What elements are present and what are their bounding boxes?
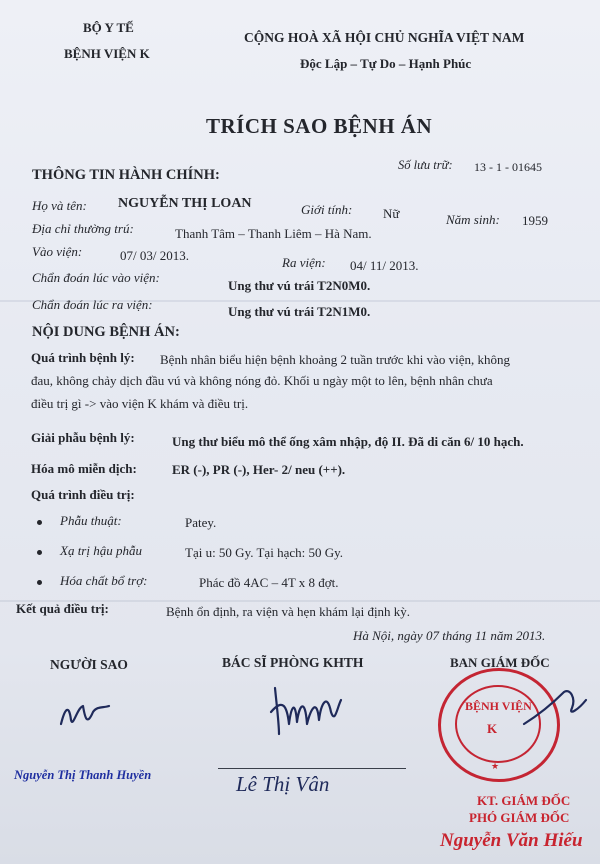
document-title: TRÍCH SAO BỆNH ÁN bbox=[206, 114, 433, 138]
gender-value: Nữ bbox=[383, 206, 400, 221]
archive-number: 13 - 1 - 01645 bbox=[474, 160, 542, 174]
treatment-label: Quá trình điều trị: bbox=[31, 487, 135, 502]
history-line-3: điều trị gì -> vào viện K khám và điều trị. bbox=[31, 396, 249, 411]
name-label: Họ và tên: bbox=[32, 198, 87, 213]
result-label: Kết quả điều trị: bbox=[16, 601, 109, 616]
stamp-text: BỆNH VIỆN bbox=[465, 699, 532, 713]
address-value: Thanh Tâm – Thanh Liêm – Hà Nam. bbox=[175, 226, 372, 241]
copier-title: NGƯỜI SAO bbox=[50, 657, 128, 672]
bullet-icon bbox=[37, 550, 42, 555]
radiotherapy-value: Tại u: 50 Gy. Tại hạch: 50 Gy. bbox=[185, 545, 344, 560]
republic-name: CỘNG HOÀ XÃ HỘI CHỦ NGHĨA VIỆT NAM bbox=[244, 30, 525, 45]
director-name: Nguyễn Văn Hiếu bbox=[440, 830, 583, 851]
issue-date: Hà Nội, ngày 07 tháng 11 năm 2013. bbox=[353, 628, 546, 643]
star-icon: ★ bbox=[491, 761, 500, 771]
discharge-label: Ra viện: bbox=[282, 255, 326, 270]
diagnosis-out-label: Chẩn đoán lúc ra viện: bbox=[32, 297, 153, 312]
ministry-name: BỘ Y TẾ bbox=[83, 20, 134, 35]
copier-name: Nguyễn Thị Thanh Huyền bbox=[14, 768, 152, 782]
gender-label: Giới tính: bbox=[301, 202, 353, 217]
chemo-label: Hóa chất bổ trợ: bbox=[60, 573, 148, 588]
birth-year-label: Năm sinh: bbox=[446, 212, 500, 227]
patient-name: NGUYỄN THỊ LOAN bbox=[118, 196, 252, 211]
national-motto: Độc Lập – Tự Do – Hạnh Phúc bbox=[300, 56, 472, 71]
pathology-value: Ung thư biểu mô thể ống xâm nhập, độ II. Đã di căn 6/ 10 hạch. bbox=[172, 434, 524, 449]
ihc-label: Hóa mô miễn dịch: bbox=[31, 461, 137, 476]
director-signature bbox=[520, 680, 590, 740]
doctor-name: Lê Thị Vân bbox=[236, 772, 330, 796]
copier-signature bbox=[55, 698, 115, 732]
ihc-value: ER (-), PR (-), Her- 2/ neu (++). bbox=[172, 462, 346, 477]
diagnosis-in-value: Ung thư vú trái T2N0M0. bbox=[228, 278, 371, 293]
diagnosis-out-value: Ung thư vú trái T2N1M0. bbox=[228, 304, 371, 319]
history-line-2: đau, không chảy dịch đầu vú và không nóng đỏ. Khối u ngày một to lên, bệnh nhân chưa bbox=[31, 373, 493, 388]
history-label: Quá trình bệnh lý: bbox=[31, 350, 135, 365]
admission-label: Vào viện: bbox=[32, 244, 83, 259]
pathology-label: Giải phẫu bệnh lý: bbox=[31, 430, 135, 445]
bullet-icon bbox=[37, 580, 42, 585]
result-value: Bệnh ổn định, ra viện và hẹn khám lại định kỳ. bbox=[166, 604, 411, 619]
address-label: Địa chỉ thường trú: bbox=[32, 221, 134, 236]
deputy-role-2: PHÓ GIÁM ĐỐC bbox=[469, 810, 570, 825]
surgery-label: Phẫu thuật: bbox=[60, 513, 122, 528]
stamp-letter: K bbox=[487, 721, 498, 736]
discharge-date: 04/ 11/ 2013. bbox=[350, 258, 419, 273]
admin-heading: THÔNG TIN HÀNH CHÍNH: bbox=[32, 167, 220, 183]
doctor-signature bbox=[265, 678, 345, 742]
chemo-value: Phác đồ 4AC – 4T x 8 đợt. bbox=[199, 575, 339, 590]
admission-date: 07/ 03/ 2013. bbox=[120, 248, 189, 263]
archive-label: Số lưu trữ: bbox=[398, 158, 453, 172]
surgery-value: Patey. bbox=[185, 515, 217, 530]
bullet-icon bbox=[37, 520, 42, 525]
record-heading: NỘI DUNG BỆNH ÁN: bbox=[32, 324, 180, 340]
history-line-1: Bệnh nhân biểu hiện bệnh khoảng 2 tuần trước khi vào viện, không bbox=[160, 352, 511, 367]
directors-title: BAN GIÁM ĐỐC bbox=[450, 655, 550, 670]
doctor-title: BÁC SĨ PHÒNG KHTH bbox=[222, 655, 364, 670]
hospital-name: BỆNH VIỆN K bbox=[64, 46, 150, 61]
diagnosis-in-label: Chẩn đoán lúc vào viện: bbox=[32, 270, 160, 285]
signature-line bbox=[218, 768, 406, 769]
deputy-role-1: KT. GIÁM ĐỐC bbox=[477, 793, 571, 808]
radiotherapy-label: Xạ trị hậu phẫu bbox=[60, 543, 142, 558]
birth-year-value: 1959 bbox=[522, 213, 548, 228]
